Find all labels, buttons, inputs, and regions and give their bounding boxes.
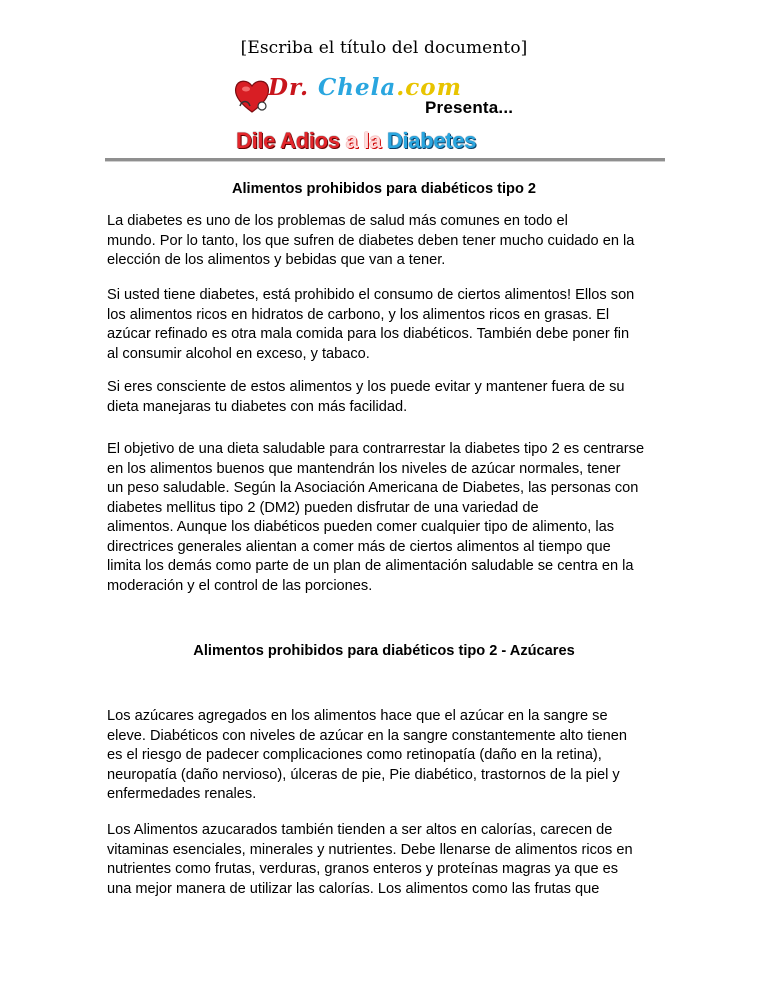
paragraph-line: moderación y el control de las porciones. — [107, 577, 373, 594]
heart-doctor-icon — [232, 76, 272, 116]
paragraph-line: es el riesgo de padecer complicaciones como retinopatía (daño en la retina), — [107, 747, 602, 763]
paragraph-line: enfermedades renales. — [107, 786, 257, 802]
site-name-com: .com — [396, 74, 462, 101]
site-name-dr: Dr. — [268, 74, 309, 101]
paragraph-5 — [107, 707, 667, 805]
paragraph-line: una mejor manera de utilizar las calorías. Los alimentos como las frutas que — [107, 880, 600, 897]
paragraph-6 — [107, 821, 667, 899]
paragraph-line: limita los demás como parte de un plan de alimentación saludable se centra en la — [107, 558, 634, 574]
banner-word-2: a la — [345, 128, 382, 153]
banner-word-1: Dile Adios — [236, 128, 340, 153]
paragraph-line: Los azúcares agregados en los alimentos hace que el azúcar en la sangre se — [107, 708, 608, 724]
paragraph-line: un peso saludable. Según la Asociación Americana de Diabetes, las personas con — [107, 480, 639, 496]
presenta-label: Presenta... — [425, 98, 514, 117]
paragraph-2 — [107, 286, 667, 364]
paragraph-line: El objetivo de una dieta saludable para contrarrestar la diabetes tipo 2 es centrarse — [107, 441, 645, 457]
paragraph-4 — [107, 440, 667, 596]
paragraph-line: alimentos. Aunque los diabéticos pueden comer cualquier tipo de alimento, las — [107, 519, 615, 535]
paragraph-line: eleve. Diabéticos con niveles de azúcar en la sangre constantemente alto tienen — [107, 727, 628, 744]
article-heading-2: Alimentos prohibidos para diabéticos tipo 2 - Azúcares — [193, 643, 575, 659]
paragraph-line: La diabetes es uno de los problemas de salud más comunes en todo el — [107, 213, 568, 229]
paragraph-1 — [107, 212, 667, 271]
paragraph-3 — [107, 378, 667, 417]
paragraph-line: Si usted tiene diabetes, está prohibido el consumo de ciertos alimentos! Ellos son — [107, 287, 635, 303]
site-logo — [232, 74, 532, 160]
paragraph-line: dieta manejaras tu diabetes con más facilidad. — [107, 398, 408, 415]
paragraph-line: los alimentos ricos en hidratos de carbono, y los alimentos ricos en grasas. El — [107, 306, 610, 323]
document-title: [Escriba el título del documento] — [240, 38, 528, 58]
article-heading-1: Alimentos prohibidos para diabéticos tipo 2 — [231, 181, 537, 197]
paragraph-line: directrices generales alientan a comer más de ciertos alimentos al tiempo que — [107, 538, 611, 555]
paragraph-line: nutrientes como frutas, verduras, granos enteros y proteínas magras ya que es — [107, 861, 619, 877]
logo-banner — [236, 128, 476, 154]
banner-word-3: Diabetes — [386, 128, 477, 153]
paragraph-line: vitaminas esenciales, minerales y nutrientes. Debe llenarse de alimentos ricos en — [107, 841, 633, 858]
header-divider — [105, 158, 665, 162]
paragraph-line: azúcar refinado es otra mala comida para los diabéticos. También debe poner fin — [107, 326, 630, 342]
paragraph-line: Si eres consciente de estos alimentos y los puede evitar y mantener fuera de su — [107, 379, 625, 395]
site-name — [268, 74, 462, 101]
paragraph-line: neuropatía (daño nervioso), úlceras de pie, Pie diabético, trastornos de la piel y — [107, 766, 620, 783]
paragraph-line: al consumir alcohol en exceso, y tabaco. — [107, 345, 370, 362]
paragraph-line: elección de los alimentos y bebidas que van a tener. — [107, 252, 446, 268]
paragraph-line: diabetes mellitus tipo 2 (DM2) pueden disfrutar de una variedad de — [107, 499, 539, 516]
paragraph-line: Los Alimentos azucarados también tienden a ser altos en calorías, carecen de — [107, 822, 613, 838]
paragraph-line: mundo. Por lo tanto, los que sufren de diabetes deben tener mucho cuidado en la — [107, 232, 635, 249]
site-name-chela: Chela — [317, 74, 397, 101]
paragraph-line: en los alimentos buenos que mantendrán los niveles de azúcar normales, tener — [107, 460, 621, 477]
